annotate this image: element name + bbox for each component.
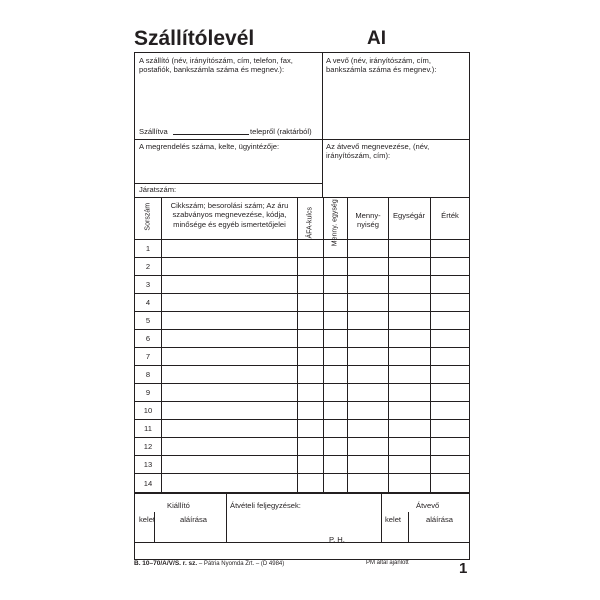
shipped-suffix: telepről (raktárból) (250, 127, 312, 136)
row-number: 8 (145, 370, 151, 379)
top-divider (322, 53, 323, 197)
row-number: 3 (145, 280, 151, 289)
header-unit-price: Egységár (392, 211, 426, 220)
signature-section (134, 492, 470, 560)
form-code: B. 10–70/A/V/S. r. sz. (134, 560, 198, 567)
order-label: A megrendelés száma, kelte, ügyintézője: (139, 142, 280, 151)
row-number: 9 (145, 388, 151, 397)
receiver-sign-label: Átvevő (416, 501, 440, 510)
document-code: AI (367, 28, 386, 49)
receiver-label: Az átvevő megnevezése, (név, irányítószám, cím): (326, 142, 430, 161)
document-title: Szállítólevél (134, 27, 255, 50)
remarks-label: Átvételi feljegyzések: (230, 501, 301, 510)
row-number: 2 (145, 262, 151, 271)
page-number: 1 (459, 560, 468, 577)
row-number: 11 (144, 424, 152, 433)
receiver-date-label: kelet (385, 515, 402, 524)
warehouse-line[interactable] (173, 134, 249, 135)
header-quantity: Menny-nyiség (355, 211, 381, 230)
receiver-signature-label: aláírása (426, 515, 454, 524)
route-label: Járatszám: (139, 185, 177, 194)
row-number: 13 (143, 460, 153, 469)
recommendation-note: PM által ajánlott (366, 560, 409, 566)
publisher-info: – Pátria Nyomda Zrt. – (D 4984) (198, 561, 285, 567)
header-serial: Sorszám (144, 202, 152, 231)
header-vat: ÁFA-kulcs (306, 207, 314, 239)
row-number: 5 (145, 316, 151, 325)
row-number: 4 (145, 298, 151, 307)
sender-label: A szállító (név, irányítószám, cím, telefon, fax, postafiók, bankszámla száma és megnev.): (139, 56, 293, 75)
form-footer (134, 560, 284, 567)
issuer-label: Kiállító (167, 501, 190, 510)
row-number: 10 (143, 406, 153, 415)
header-value: Érték (441, 211, 459, 220)
row-number: 14 (143, 479, 153, 488)
issuer-date-label: kelet (139, 515, 156, 524)
stamp-label: P. H. (329, 535, 345, 544)
header-unit: Menny. egység (331, 199, 339, 247)
delivery-note-form (134, 52, 470, 493)
row-number: 1 (145, 244, 151, 253)
row-number: 12 (143, 442, 153, 451)
header-item: Cikkszám; besorolási szám; Az áru szabványos megnevezése, kódja, minősége és egyéb ismertetőjelei (170, 201, 289, 229)
row-number: 6 (145, 334, 151, 343)
shipped-prefix: Szállítva (139, 127, 168, 136)
issuer-signature-label: aláírása (180, 515, 208, 524)
row-number: 7 (145, 352, 151, 361)
buyer-label: A vevő (név, irányítószám, cím, bankszámla száma és megnev.): (326, 56, 437, 75)
